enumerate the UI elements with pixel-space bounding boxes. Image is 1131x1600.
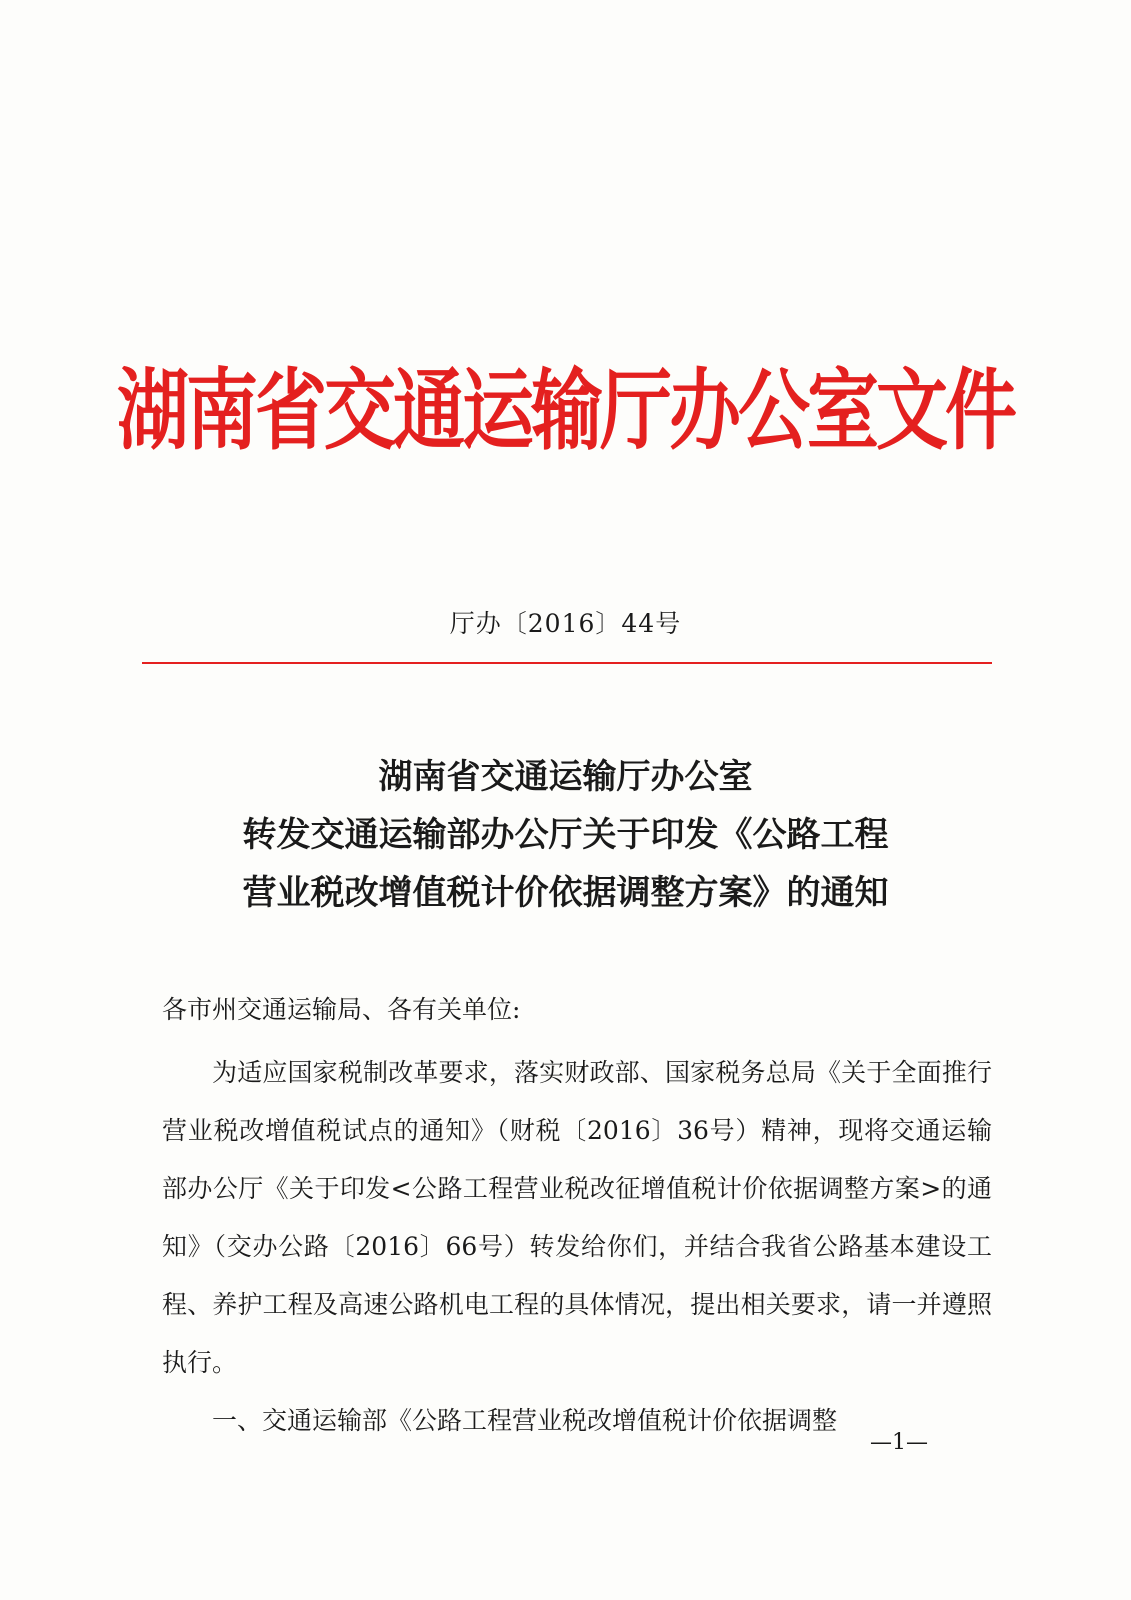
salutation: 各市州交通运输局、各有关单位: <box>162 995 521 1024</box>
paragraph-2: 一、交通运输部《公路工程营业税改增值税计价依据调整 <box>212 1406 838 1435</box>
title-line-3: 营业税改增值税计价依据调整方案》的通知 <box>242 873 889 913</box>
body-text <box>162 1044 992 1450</box>
title-line-1: 湖南省交通运输厅办公室 <box>378 757 753 797</box>
title-line-2: 转发交通运输部办公厅关于印发《公路工程 <box>242 815 889 855</box>
document-number: 厅办〔2016〕44号 <box>449 609 682 638</box>
page-number: —1— <box>870 1430 928 1455</box>
notice-title <box>0 748 1131 922</box>
red-divider <box>142 662 992 664</box>
paragraph-1: 为适应国家税制改革要求，落实财政部、国家税务总局《关于全面推行营业税改增值税试点的通知》（财税〔2016〕36号）精神，现将交通运输部办公厅《关于印发<公路工程营业税改征增值税计价依据调整方案>的通知》（交办公路〔2016〕66号）转发给你们，并结合我省公路基本建设工程、养护工程及高速公路机电工程的具体情况，提出相关要求，请一并遵照执行。 <box>162 1058 992 1377</box>
issuer-heading: 湖南省交通运输厅办公室文件 <box>116 358 1014 462</box>
